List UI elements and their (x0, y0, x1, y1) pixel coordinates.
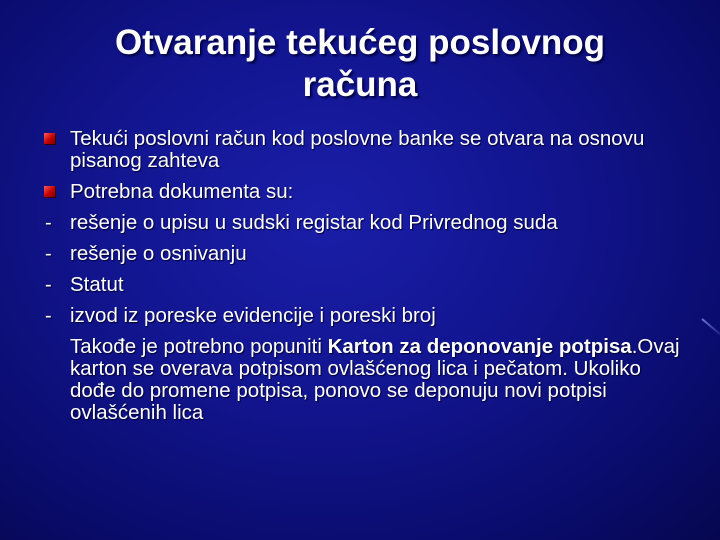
bullet-marker (44, 274, 70, 296)
closing-paragraph (44, 336, 684, 424)
red-square-bullet-icon (44, 186, 55, 197)
dash-bullet: - (45, 305, 52, 327)
bullet-marker (44, 212, 70, 234)
bullet-spacer (44, 336, 70, 358)
bullet-marker (44, 181, 70, 203)
list-item-text: Tekući poslovni račun kod poslovne banke se otvara na osnovu pisanog zahteva (70, 127, 645, 172)
dash-bullet: - (45, 243, 52, 265)
slide-body (44, 128, 684, 433)
list-item-text: Potrebna dokumenta su: (70, 180, 294, 203)
list-item-text: Statut (70, 273, 124, 296)
decorative-line (701, 318, 720, 339)
red-square-bullet-icon (44, 133, 55, 144)
list-item (44, 305, 684, 327)
closing-text (70, 336, 684, 424)
list-item (44, 243, 684, 265)
list-item (44, 128, 684, 172)
dash-bullet: - (45, 274, 52, 296)
bullet-marker (44, 128, 70, 150)
slide-title: Otvaranje tekućeg poslovnog računa (114, 23, 606, 104)
list-item (44, 212, 684, 234)
list-item (44, 181, 684, 203)
dash-bullet: - (45, 212, 52, 234)
list-item-text: rešenje o upisu u sudski registar kod Privrednog suda (70, 211, 558, 234)
bullet-marker (44, 305, 70, 327)
closing-bold-term: Karton za deponovanje potpisa (327, 335, 632, 358)
bullet-marker (44, 243, 70, 265)
list-item-text: izvod iz poreske evidencije i poreski broj (70, 304, 436, 327)
list-item (44, 274, 684, 296)
closing-part-1: Takođe je potrebno popuniti (70, 335, 328, 358)
list-item-text: rešenje o osnivanju (70, 242, 247, 265)
closing-part-2: .Ovaj karton se overava potpisom ovlašćenog lica i pečatom. Ukoliko dođe do promene potpisa, ponovo se deponuju novi potpisi ovlašćenih lica (70, 335, 680, 424)
